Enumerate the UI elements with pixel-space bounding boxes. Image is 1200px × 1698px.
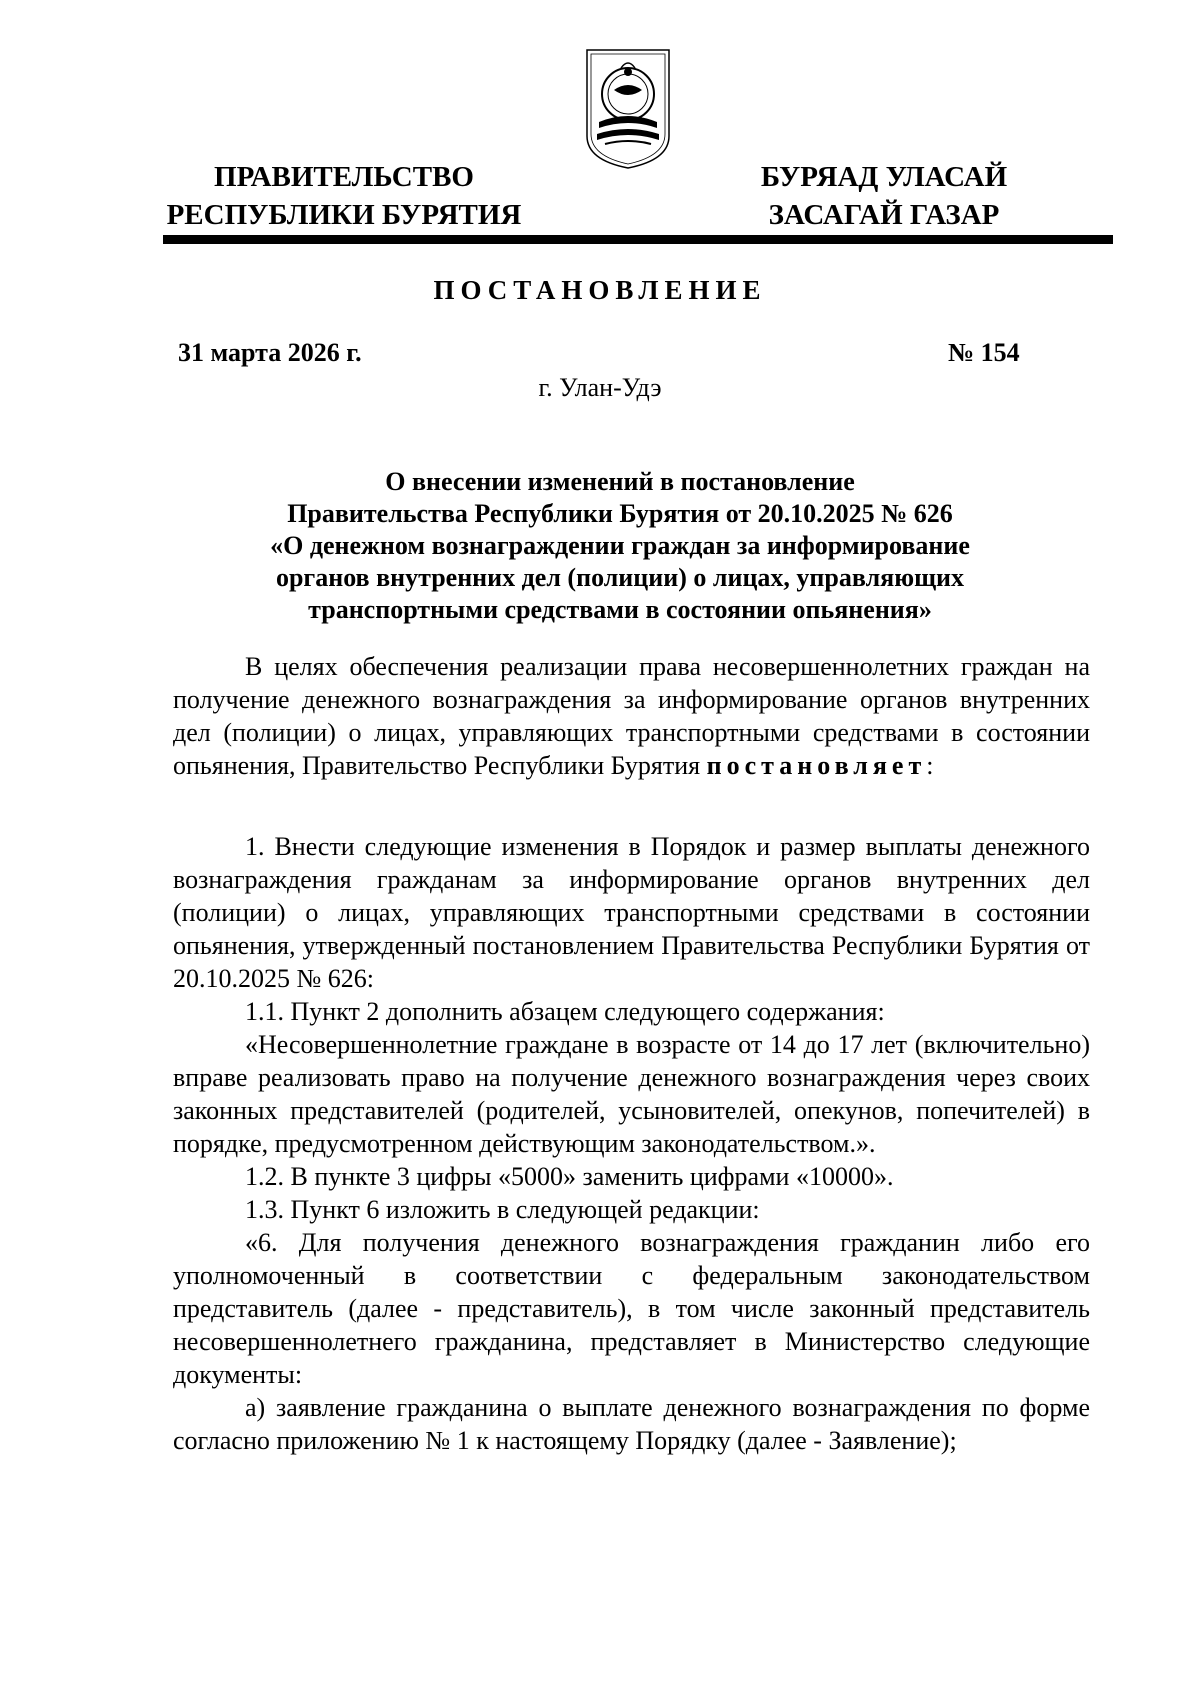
title-line: О внесении изменений в постановление (385, 467, 855, 496)
document-type: ПОСТАНОВЛЕНИЕ (433, 275, 767, 305)
decree-word: постановляет (706, 751, 927, 780)
body-paragraph: 1.2. В пункте 3 цифры «5000» заменить цифрами «10000». (245, 1162, 894, 1191)
coat-of-arms-emblem (583, 44, 673, 172)
document-date: 31 марта 2026 г. (178, 338, 362, 367)
body-paragraph: «6. Для получения денежного вознаграждения гражданин либо его уполномоченный в соответствии с федеральным законодательством представитель (далее - представитель), в том числе законный представитель несовершеннолетнего гражданина, представляет в Министерство следующие документы: (173, 1228, 1090, 1389)
preamble-colon: : (926, 751, 934, 780)
title-line: Правительства Республики Бурятия от 20.10.2025 № 626 (287, 499, 953, 528)
body-paragraph: 1.3. Пункт 6 изложить в следующей редакции: (245, 1195, 760, 1224)
title-line: «О денежном вознаграждении граждан за информирование (270, 531, 970, 560)
government-name-line: БУРЯАД УЛАСАЙ (760, 161, 1008, 193)
body-paragraph: 1.1. Пункт 2 дополнить абзацем следующего содержания: (245, 997, 885, 1026)
preamble (173, 650, 1090, 782)
title-line: органов внутренних дел (полиции) о лицах, управляющих (275, 563, 965, 592)
government-name-line: ЗАСАГАЙ ГАЗАР (768, 199, 1000, 231)
title-line: транспортными средствами в состоянии опьянения» (308, 595, 932, 624)
document-body (173, 830, 1090, 1457)
government-name-line: ПРАВИТЕЛЬСТВО (214, 161, 474, 193)
document-city: г. Улан-Удэ (538, 373, 662, 402)
preamble-paragraph (173, 650, 1090, 782)
body-paragraph: 1. Внести следующие изменения в Порядок и размер выплаты денежного вознаграждения гражданам за информирование органов внутренних дел (полиции) о лицах, управляющих транспортными средствами в состоянии опьянения, утвержденный постановлением Правительства Республики Бурятия от 20.10.2025 № 626: (173, 832, 1090, 993)
document-number: № 154 (948, 338, 1020, 367)
document-title (200, 466, 1040, 626)
body-paragraph: «Несовершеннолетние граждане в возрасте от 14 до 17 лет (включительно) вправе реализовать право на получение денежного вознаграждения через своих законных представителей (родителей, усыновителей, опекунов, попечителей) в порядке, предусмотренном действующим законодательством.». (173, 1030, 1090, 1158)
government-name-buryat (744, 158, 1024, 234)
body-paragraph: а) заявление гражданина о выплате денежного вознаграждения по форме согласно приложению № 1 к настоящему Порядку (далее - Заявление); (173, 1393, 1090, 1455)
header-divider (163, 235, 1113, 244)
government-name-line: РЕСПУБЛИКИ БУРЯТИЯ (166, 199, 522, 231)
preamble-text: В целях обеспечения реализации права несовершеннолетних граждан на получение денежного вознаграждения за информирование органов внутренних дел (полиции) о лицах, управляющих транспортными средствами в состоянии опьянения, Правительство Республики Бурятия (173, 652, 1090, 780)
government-name-russian (164, 158, 524, 234)
